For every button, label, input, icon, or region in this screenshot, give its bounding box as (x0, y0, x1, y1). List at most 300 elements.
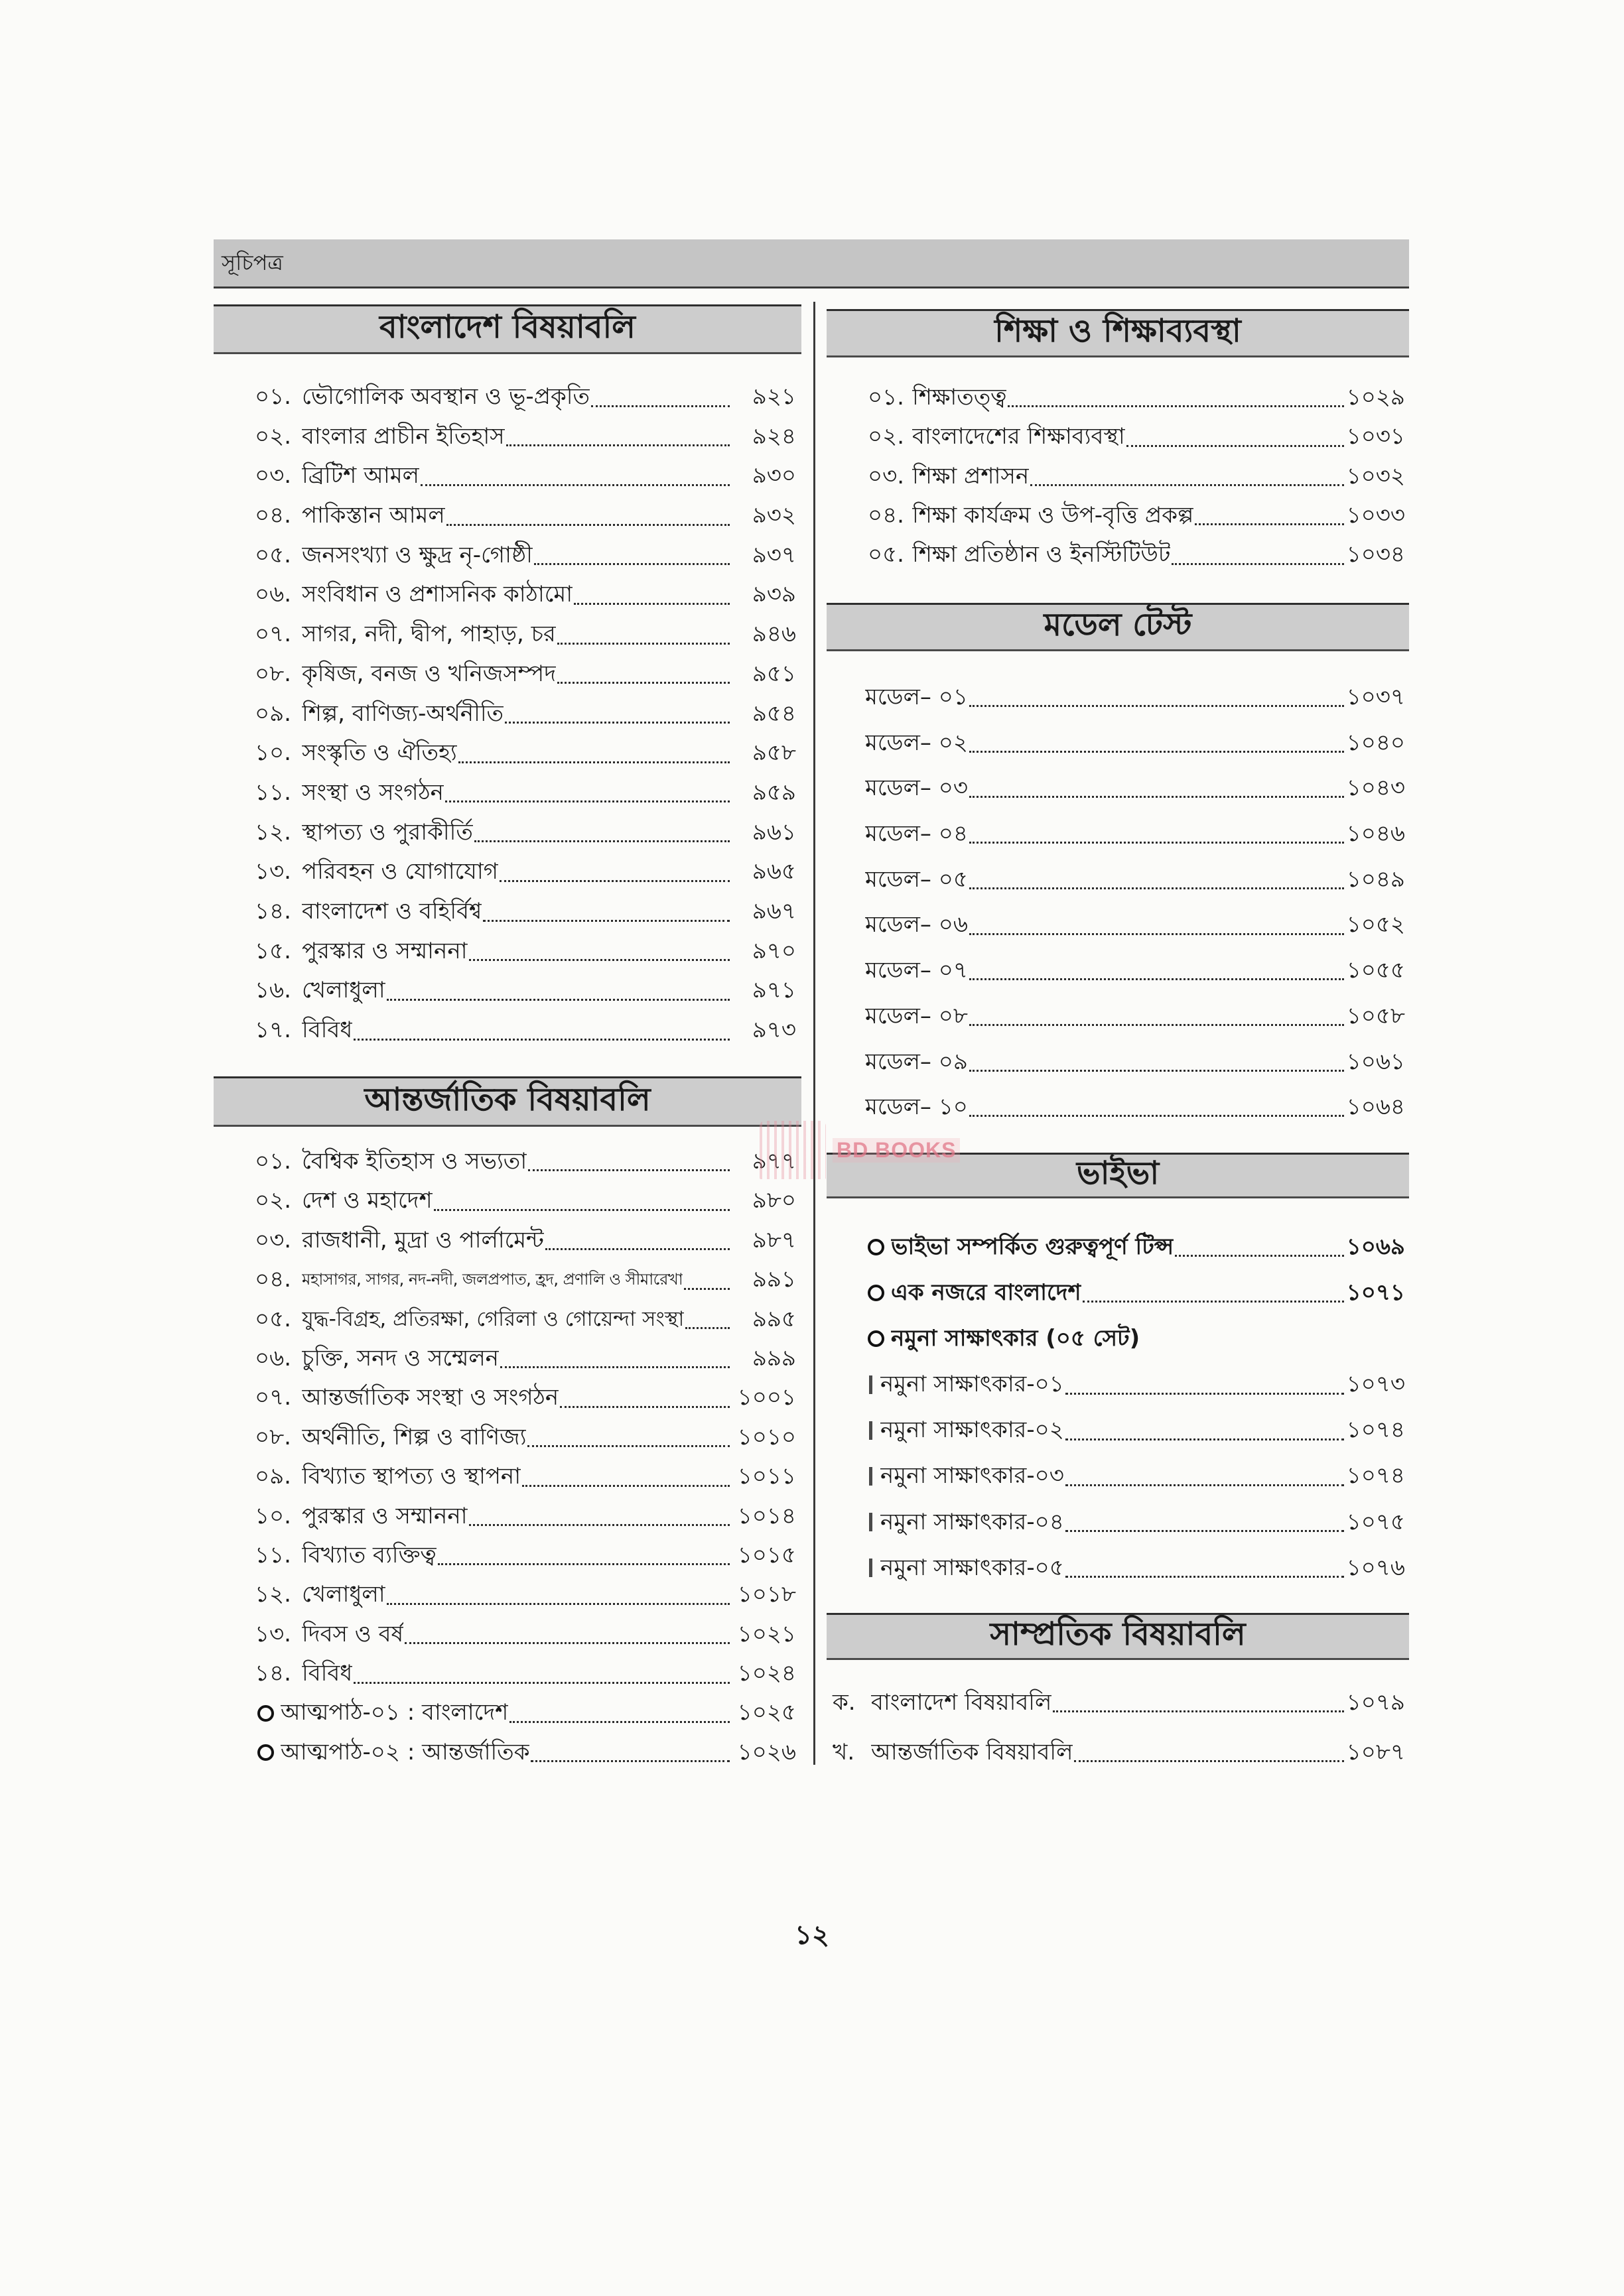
entry-page-number: ৯৫১ (752, 660, 796, 687)
toc-entry (214, 575, 801, 615)
entry-title: ভাইভা সম্পর্কিত গুরুত্বপূর্ণ টিপ্স (891, 1234, 1174, 1260)
dot-leader (483, 902, 730, 922)
entry-page-number: ৯৯৯ (752, 1344, 796, 1371)
dot-leader (1065, 1421, 1344, 1440)
toc-entry (214, 694, 801, 734)
entry-page-number: ১০২৯ (1346, 384, 1405, 411)
toc-entry (214, 1142, 801, 1181)
toc-entry (827, 1728, 1409, 1777)
entry-title: মডেল– ০৯ (865, 1048, 968, 1075)
dot-leader (557, 625, 730, 645)
entry-number: ০৯. (255, 1463, 291, 1490)
dot-leader (500, 862, 730, 882)
entry-title: রাজধানী, মুদ্রা ও পার্লামেন্ট (302, 1226, 544, 1253)
entry-page-number: ১০৭৪ (1346, 1462, 1405, 1490)
entry-title: বিখ্যাত ব্যক্তিত্ব (302, 1541, 437, 1568)
toc-entry (214, 1654, 801, 1693)
entry-title: মহাসাগর, সাগর, নদ-নদী, জলপ্রপাত, হ্রদ, প্রণালি ও সীমারেখা (302, 1270, 683, 1289)
entry-title: মডেল– ০৭ (865, 957, 968, 984)
entry-number: ০২. (255, 422, 292, 450)
circle-bullet-icon (868, 1285, 884, 1301)
section-heading-text: সাম্প্রতিক বিষয়াবলি (990, 1616, 1246, 1653)
entry-number: ১৩. (255, 858, 291, 885)
entry-title: নমুনা সাক্ষাৎকার-০৩ (880, 1462, 1064, 1490)
entry-page-number: ১০৫৫ (1346, 957, 1405, 984)
dot-leader (969, 869, 1344, 889)
dot-leader (969, 915, 1344, 935)
toc-entry (827, 496, 1409, 535)
education-entries (827, 378, 1409, 574)
entry-page-number: ১০২১ (737, 1620, 796, 1647)
entry-title: নমুনা সাক্ষাৎকার-০৪ (880, 1508, 1064, 1535)
entry-number: ১৪. (255, 897, 291, 925)
dot-leader (522, 1467, 730, 1487)
entry-number: ১৩. (255, 1620, 291, 1647)
dot-leader (1008, 388, 1344, 408)
dot-leader (534, 546, 730, 566)
entry-number: ০৬. (255, 581, 292, 608)
watermark-book-icon (760, 1121, 826, 1179)
toc-subentry (827, 1362, 1409, 1407)
dot-leader (969, 1098, 1344, 1117)
entry-page-number: ১০১৫ (737, 1541, 796, 1568)
dot-leader (560, 1388, 730, 1408)
section-heading-bangladesh (214, 304, 801, 354)
entry-number: ০৭. (255, 621, 292, 648)
entry-title: শিল্প, বাণিজ্য-অর্থনীতি (302, 700, 504, 727)
entry-title: বাংলাদেশ ও বহির্বিশ্ব (302, 897, 482, 925)
toc-entry (214, 932, 801, 972)
toc-entry (214, 733, 801, 773)
dot-leader (684, 1270, 730, 1290)
entry-number: ১২. (255, 1581, 291, 1608)
dot-leader (1126, 427, 1344, 447)
entry-number: ০৩. (255, 462, 292, 489)
entry-number: ০৪. (868, 501, 904, 529)
recent-entries (827, 1678, 1409, 1777)
entry-title: সাগর, নদী, দ্বীপ, পাহাড়, চর (302, 621, 556, 648)
entry-title: শিক্ষা প্রতিষ্ঠান ও ইনস্টিটিউট (912, 541, 1171, 568)
toc-entry (214, 1339, 801, 1378)
entry-title: ব্রিটিশ আমল (302, 462, 419, 489)
entry-title: পুরস্কার ও সম্মাননা (302, 1502, 468, 1529)
circle-bullet-icon (868, 1239, 884, 1255)
entry-number: খ. (833, 1739, 855, 1765)
entry-title: চুক্তি, সনদ ও সম্মেলন (302, 1344, 499, 1371)
dot-leader (557, 665, 730, 684)
entry-number: ০২. (255, 1187, 292, 1214)
self-study-entry (214, 1693, 801, 1732)
bar-bullet-icon (869, 1559, 872, 1577)
entry-title: সংস্কৃতি ও ঐতিহ্য (302, 739, 457, 767)
circle-bullet-icon (257, 1705, 274, 1722)
entry-number: ০১. (868, 384, 904, 411)
toc-entry (827, 535, 1409, 574)
dot-leader (387, 1585, 730, 1605)
toc-entry (827, 1678, 1409, 1728)
dot-leader (434, 1191, 730, 1211)
entry-number: ০৯. (255, 700, 291, 727)
entry-number: ক. (833, 1689, 856, 1716)
toc-subentry (827, 1453, 1409, 1499)
entry-page-number: ১০৪৩ (1346, 775, 1405, 802)
dot-leader (1030, 466, 1344, 486)
entry-number: ১৬. (255, 977, 291, 1004)
entry-page-number: ৯৩০ (752, 462, 796, 489)
entry-page-number: ১০৭১ (1346, 1279, 1405, 1307)
toc-entry (827, 993, 1409, 1039)
dot-leader (969, 961, 1344, 981)
entry-title: নমুনা সাক্ষাৎকার-০১ (880, 1371, 1064, 1398)
toc-entry (214, 536, 801, 576)
entry-title: কৃষিজ, বনজ ও খনিজসম্পদ (302, 660, 557, 687)
entry-page-number: ৯৮০ (752, 1187, 796, 1214)
entry-title: শিক্ষা প্রশাসন (912, 462, 1030, 489)
toc-entry (214, 456, 801, 496)
entry-page-number: ৯৮৭ (752, 1226, 796, 1253)
section-heading-text: শিক্ষা ও শিক্ষাব্যবস্থা (994, 312, 1241, 350)
entry-page-number: ১০৭৯ (1346, 1689, 1405, 1716)
toc-entry (214, 1221, 801, 1260)
entry-page-number: ১০৩৭ (1346, 684, 1405, 710)
entry-page-number: ৯৭১ (752, 977, 796, 1004)
toc-entry (827, 1039, 1409, 1085)
entry-page-number: ৯৬৭ (752, 897, 796, 925)
dot-leader (527, 1428, 730, 1448)
bar-bullet-icon (869, 1513, 872, 1531)
section-heading-text: ভাইভা (1076, 1155, 1160, 1192)
toc-entry (827, 417, 1409, 456)
entry-page-number: ১০৪৬ (1346, 820, 1405, 848)
entry-number: ০৬. (255, 1344, 292, 1371)
entry-title: মডেল– ১০ (865, 1094, 968, 1121)
entry-page-number: ৯৬১ (752, 818, 796, 846)
entry-page-number: ১০৭৪ (1346, 1417, 1405, 1444)
dot-leader (354, 1664, 730, 1684)
dot-leader (469, 1506, 730, 1526)
entry-page-number: ১০৭৬ (1346, 1554, 1405, 1581)
entry-title: নমুনা সাক্ষাৎকার-০২ (880, 1417, 1064, 1444)
dot-leader (969, 779, 1344, 798)
entry-title: যুদ্ধ-বিগ্রহ, প্রতিরক্ষা, গেরিলা ও গোয়েন্দা সংস্থা (302, 1307, 685, 1331)
section-heading-text: বাংলাদেশ বিষয়াবলি (379, 308, 636, 346)
entry-page-number: ১০২৫ (737, 1699, 796, 1726)
column-divider (813, 302, 815, 1765)
dot-leader (354, 1021, 730, 1041)
entry-title: বাংলার প্রাচীন ইতিহাস (302, 422, 505, 450)
dot-leader (500, 1349, 730, 1369)
toc-entry (827, 674, 1409, 720)
section-heading-model-test (827, 603, 1409, 651)
entry-number: ০২. (868, 423, 905, 450)
entry-page-number: ৯৫৮ (752, 739, 796, 767)
dot-leader (969, 824, 1344, 844)
entry-number: ০৮. (255, 660, 291, 687)
toc-entry (214, 655, 801, 694)
entry-title: ভৌগোলিক অবস্থান ও ভূ-প্রকৃতি (302, 383, 590, 410)
entry-title: মডেল– ০৩ (865, 775, 968, 802)
entry-page-number: ৯২১ (752, 383, 796, 410)
watermark-logo: BD BOOKS (833, 1138, 960, 1163)
entry-page-number: ৯৫৪ (752, 700, 796, 727)
dot-leader (445, 783, 730, 803)
entry-page-number: ১০১০ (737, 1423, 796, 1450)
section-heading-recent (827, 1613, 1409, 1660)
toc-entry (827, 765, 1409, 811)
entry-number: ০৩. (255, 1226, 292, 1253)
entry-number: ১০. (255, 739, 291, 767)
entry-title: নমুনা সাক্ষাৎকার (০৫ সেট) (891, 1325, 1140, 1352)
dot-leader (506, 427, 730, 447)
dot-leader (405, 1625, 730, 1645)
entry-page-number: ১০১৮ (737, 1581, 796, 1608)
toc-subheading (827, 1316, 1409, 1362)
toc-entry (827, 948, 1409, 993)
contents-header-bar (214, 239, 1409, 288)
page-number: ১২ (795, 1920, 829, 1950)
toc-entry (827, 902, 1409, 948)
dot-leader (528, 1152, 730, 1172)
dot-leader (969, 1006, 1344, 1026)
entry-page-number: ১০২৪ (737, 1660, 796, 1687)
dot-leader (458, 743, 730, 763)
entry-page-number: ৯২৪ (752, 422, 796, 450)
dot-leader (474, 823, 730, 843)
toc-entry (214, 773, 801, 813)
toc-entry (827, 1270, 1409, 1316)
entry-page-number: ১০৬৯ (1346, 1234, 1405, 1260)
entry-title: বৈশ্বিক ইতিহাস ও সভ্যতা (302, 1148, 527, 1175)
toc-subentry (827, 1407, 1409, 1453)
entry-title: দিবস ও বর্ষ (302, 1620, 404, 1647)
entry-title: দেশ ও মহাদেশ (302, 1187, 433, 1214)
entry-page-number: ৯৩২ (752, 502, 796, 529)
toc-entry (214, 496, 801, 536)
entry-title: সংবিধান ও প্রশাসনিক কাঠামো (302, 581, 573, 608)
toc-entry (214, 1181, 801, 1220)
entry-number: ১৫. (255, 937, 291, 964)
dot-leader (421, 466, 730, 486)
toc-entry (214, 813, 801, 853)
entry-title: জনসংখ্যা ও ক্ষুদ্র নৃ-গোষ্ঠী (302, 541, 533, 568)
entry-number: ১৪. (255, 1660, 291, 1687)
entry-page-number: ১০০১ (737, 1384, 796, 1411)
entry-page-number: ৯৯১ (752, 1266, 796, 1293)
dot-leader (1065, 1558, 1344, 1578)
toc-entry (827, 457, 1409, 496)
dot-leader (1074, 1743, 1344, 1763)
entry-number: ১১. (255, 779, 291, 806)
entry-title: শিক্ষাতত্ত্ব (912, 384, 1007, 411)
section-heading-text: আন্তর্জাতিক বিষয়াবলি (364, 1080, 651, 1118)
entry-number: ০৩. (868, 462, 905, 489)
entry-page-number: ৯৪৬ (752, 621, 796, 648)
dot-leader (1065, 1375, 1344, 1395)
entry-page-number: ৯৩৯ (752, 581, 796, 608)
entry-number: ১১. (255, 1541, 291, 1568)
entry-page-number: ১০৩৪ (1346, 541, 1405, 568)
entry-page-number: ১০৩৩ (1346, 501, 1405, 529)
entry-number: ০৮. (255, 1423, 291, 1450)
entry-title: শিক্ষা কার্যক্রম ও উপ-বৃত্তি প্রকল্প (912, 501, 1194, 529)
entry-page-number: ১০১৪ (737, 1502, 796, 1529)
entry-title: বিবিধ (302, 1660, 353, 1687)
dot-leader (685, 1310, 730, 1330)
entry-page-number: ১০৩২ (1346, 462, 1405, 489)
entry-page-number: ৯৩৭ (752, 541, 796, 568)
toc-entry (214, 1011, 801, 1051)
toc-entry (827, 720, 1409, 766)
bar-bullet-icon (869, 1375, 872, 1394)
entry-title: খেলাধুলা (302, 1581, 385, 1608)
entry-title: আত্মপাঠ-০১ : বাংলাদেশ (281, 1699, 509, 1726)
entry-page-number: ১০৩১ (1346, 423, 1405, 450)
dot-leader (591, 387, 730, 407)
dot-leader (469, 942, 730, 962)
toc-subentry (827, 1499, 1409, 1545)
entry-page-number: ১০১১ (737, 1463, 796, 1490)
entry-page-number: ১০৬১ (1346, 1048, 1405, 1075)
entry-page-number: ৯৬৫ (752, 858, 796, 885)
contents-header-title: সূচিপত্র (222, 250, 283, 275)
toc-entry (214, 1378, 801, 1417)
viva-entries (827, 1224, 1409, 1591)
dot-leader (969, 733, 1344, 753)
toc-entry (827, 378, 1409, 417)
dot-leader (438, 1546, 730, 1566)
dot-leader (509, 1703, 730, 1723)
dot-leader (1172, 545, 1344, 565)
entry-number: ০৫. (255, 541, 291, 568)
entry-title: আন্তর্জাতিক সংস্থা ও সংগঠন (302, 1384, 559, 1411)
entry-title: মডেল– ০৮ (865, 1002, 968, 1029)
section-heading-international (214, 1076, 801, 1127)
entry-page-number: ১০৪০ (1346, 729, 1405, 756)
dot-leader (969, 688, 1344, 708)
toc-entry (214, 377, 801, 417)
entry-page-number: ১০৭৫ (1346, 1508, 1405, 1535)
entry-page-number: ৯৭০ (752, 937, 796, 964)
entry-number: ০৪. (255, 502, 291, 529)
entry-number: ১২. (255, 818, 291, 846)
entry-title: বাংলাদেশ বিষয়াবলি (871, 1689, 1052, 1716)
toc-entry (214, 1536, 801, 1575)
circle-bullet-icon (868, 1330, 884, 1347)
toc-entry (214, 1497, 801, 1536)
entry-number: ০৭. (255, 1384, 292, 1411)
dot-leader (1175, 1238, 1344, 1257)
dot-leader (1065, 1466, 1344, 1486)
entry-page-number: ১০৫২ (1346, 911, 1405, 938)
self-study-entry (214, 1733, 801, 1772)
entry-number: ০৫. (255, 1305, 291, 1332)
entry-title: বিবিধ (302, 1017, 353, 1043)
entry-title: পুরস্কার ও সম্মাননা (302, 937, 468, 964)
entry-title: পরিবহন ও যোগাযোগ (302, 858, 499, 885)
toc-entry (214, 1457, 801, 1496)
entry-title: মডেল– ০৬ (865, 911, 968, 938)
entry-page-number: ৯৯৫ (752, 1305, 796, 1332)
toc-entry (214, 1260, 801, 1299)
entry-title: অর্থনীতি, শিল্প ও বাণিজ্য (302, 1423, 527, 1450)
dot-leader (574, 586, 730, 606)
toc-entry (214, 1575, 801, 1614)
entry-page-number: ১০২৬ (737, 1738, 796, 1765)
dot-leader (1065, 1512, 1344, 1532)
entry-page-number: ১০৫৮ (1346, 1002, 1405, 1029)
entry-number: ০১. (255, 1148, 291, 1175)
dot-leader (545, 1231, 730, 1251)
entry-title: আত্মপাঠ-০২ : আন্তর্জাতিক (281, 1738, 530, 1765)
entry-title: পাকিস্তান আমল (302, 502, 445, 529)
entry-title: মডেল– ০২ (865, 729, 968, 756)
dot-leader (969, 1052, 1344, 1072)
toc-entry (214, 1615, 801, 1654)
bar-bullet-icon (869, 1467, 872, 1486)
dot-leader (446, 506, 730, 526)
toc-entry (827, 1224, 1409, 1270)
dot-leader (1053, 1693, 1344, 1713)
entry-number: ০৫. (868, 541, 904, 568)
entry-page-number: ১০৪৯ (1346, 865, 1405, 893)
entry-title: মডেল– ০৪ (865, 820, 968, 848)
entry-title: সংস্থা ও সংগঠন (302, 779, 444, 806)
toc-entry (214, 852, 801, 892)
entry-page-number: ৯৭৭ (752, 1148, 796, 1175)
toc-entry (214, 892, 801, 932)
dot-leader (1083, 1283, 1344, 1303)
toc-entry (214, 1418, 801, 1457)
entry-page-number: ১০৭৩ (1346, 1371, 1405, 1398)
entry-title: মডেল– ০৫ (865, 865, 968, 893)
entry-page-number: ১০৬৪ (1346, 1094, 1405, 1121)
toc-entry (214, 615, 801, 655)
entry-page-number: ৯৫৯ (752, 779, 796, 806)
toc-entry (827, 857, 1409, 903)
circle-bullet-icon (257, 1744, 274, 1761)
entry-title: স্থাপত্য ও পুরাকীর্তি (302, 818, 473, 846)
entry-number: ০৪. (255, 1266, 291, 1293)
entry-title: নমুনা সাক্ষাৎকার-০৫ (880, 1554, 1064, 1581)
entry-title: আন্তর্জাতিক বিষয়াবলি (871, 1739, 1073, 1765)
entry-title: খেলাধুলা (302, 977, 385, 1004)
bangladesh-entries (214, 377, 801, 1051)
section-heading-text: মডেল টেস্ট (1044, 606, 1192, 643)
entry-page-number: ১০৮৭ (1346, 1739, 1405, 1765)
dot-leader (1195, 506, 1344, 526)
entry-number: ১৭. (255, 1017, 291, 1043)
entry-title: বাংলাদেশের শিক্ষাব্যবস্থা (912, 423, 1125, 450)
dot-leader (531, 1743, 730, 1763)
toc-entry (214, 971, 801, 1011)
entry-title: বিখ্যাত স্থাপত্য ও স্থাপনা (302, 1463, 521, 1490)
toc-entry (214, 417, 801, 457)
entry-page-number: ৯৭৩ (752, 1017, 796, 1043)
entry-title: এক নজরে বাংলাদেশ (891, 1279, 1081, 1307)
entry-number: ১০. (255, 1502, 291, 1529)
entry-title: মডেল– ০১ (865, 684, 968, 710)
toc-subentry (827, 1545, 1409, 1591)
dot-leader (505, 704, 730, 724)
section-heading-education (827, 309, 1409, 357)
toc-entry (827, 1084, 1409, 1130)
toc-entry (214, 1300, 801, 1339)
toc-entry (827, 811, 1409, 857)
dot-leader (387, 981, 730, 1001)
model-test-entries (827, 674, 1409, 1130)
bar-bullet-icon (869, 1421, 872, 1440)
international-entries (214, 1142, 801, 1772)
